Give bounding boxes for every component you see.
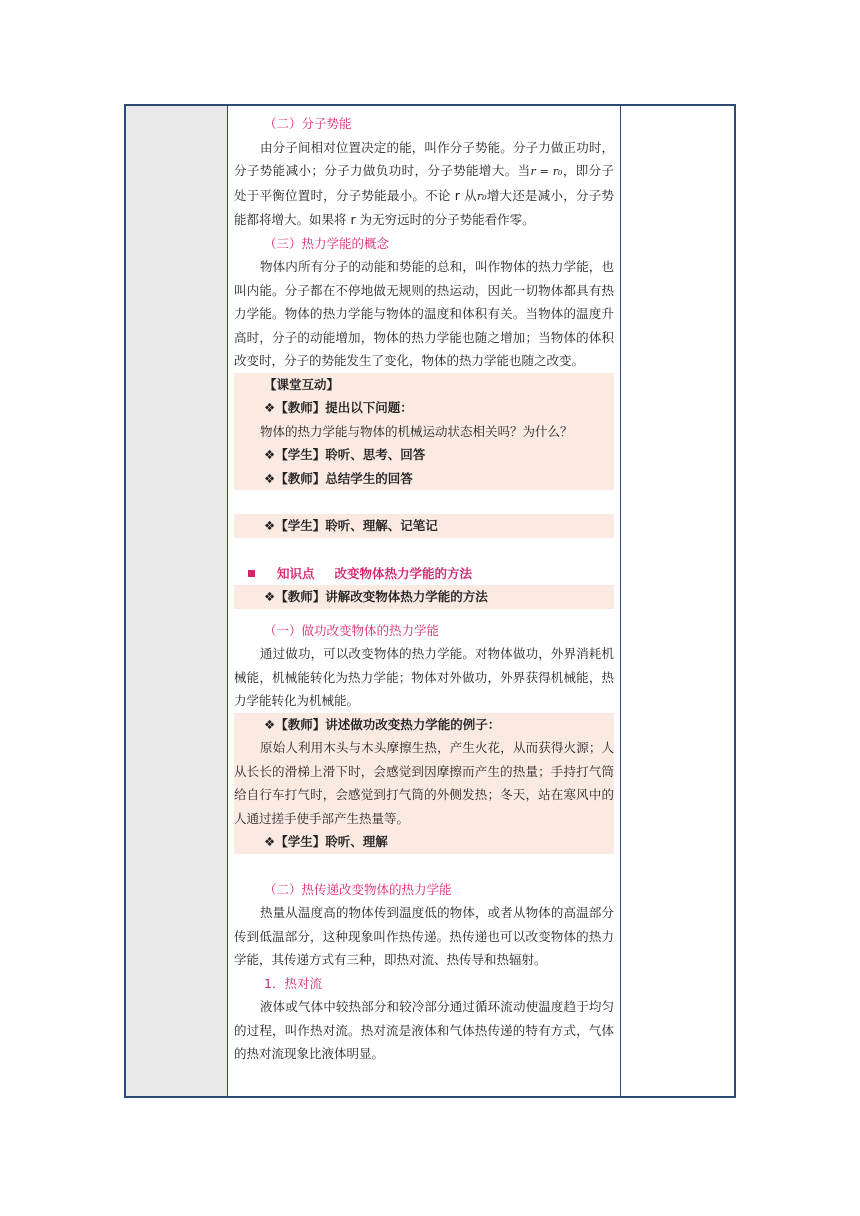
student-notes-block (234, 514, 614, 538)
right-column (620, 106, 734, 1096)
lesson-table (124, 104, 736, 1098)
left-column (126, 106, 228, 1096)
formula-r-equals-r0: r = r₀ (530, 165, 563, 178)
knowledge-teacher: ❖【教师】讲解改变物体热力学能的方法 (264, 589, 488, 604)
heading-convection: 1．热对流 (264, 975, 322, 991)
heading-work: （一）做功改变物体的热力学能 (264, 622, 440, 638)
teacher-example: ❖【教师】讲述做功改变热力学能的例子： (264, 716, 501, 732)
heading-internal-energy-concept: （三）热力学能的概念 (264, 235, 390, 251)
interaction-title: 【课堂互动】 (264, 376, 340, 392)
paragraph-heat-transfer: 热量从温度高的物体传到温度低的物体，或者从物体的高温部分传到低温部分，这种现象叫作热传递。热传递也可以改变物体的热力学能，其传递方式有三种，即热对流、热传导和热辐射。 (234, 905, 614, 967)
paragraph-convection: 液体或气体中较热部分和较冷部分通过循环流动使温度趋于均匀的过程，叫作热对流。热对流是液体和气体热传递的特有方式，气体的热对流现象比液体明显。 (234, 999, 614, 1061)
student-notes: ❖【学生】聆听、理解、记笔记 (264, 518, 438, 533)
work-example-block (234, 713, 614, 854)
formula-r0: r₀ (476, 189, 487, 203)
interaction-block (234, 373, 614, 491)
heading-heat-transfer: （二）热传递改变物体的热力学能 (264, 881, 452, 897)
student-understand: ❖【学生】聆听、理解 (264, 834, 388, 849)
student-answer: ❖【学生】聆听、思考、回答 (264, 447, 426, 462)
knowledge-point-label: 知识点 (277, 565, 315, 581)
question-text: 物体的热力学能与物体的机械运动状态相关吗？为什么？ (260, 423, 573, 439)
knowledge-point (234, 562, 614, 586)
paragraph-molecular-potential: 由分子间相对位置决定的能，叫作分子势能。分子力做正功时，分子势能减小；分子力做负功时，分子势能增大。当r = r₀，即分子处于平衡位置时，分子势能最小。不论 r 从r₀增大还是减小，分子势能都将增大。如果将 r 为无穷远时的分子势能看作零。 (234, 139, 614, 227)
paragraph-internal-energy-concept: 物体内所有分子的动能和势能的总和，叫作物体的热力学能，也叫内能。分子都在不停地做无规则的热运动，因此一切物体都具有热力学能。物体的热力学能与物体的温度和体积有关。当物体的温度升高时，分子的动能增加，物体的热力学能也随之增加；当物体的体积改变时，分子的势能发生了变化，物体的热力学能也随之改变。 (234, 259, 614, 368)
knowledge-teacher-block (234, 585, 614, 609)
heading-molecular-potential: （二）分子势能 (264, 116, 352, 131)
main-content (234, 112, 614, 1066)
teacher-summary: ❖【教师】总结学生的回答 (264, 470, 413, 486)
knowledge-point-title: 改变物体热力学能的方法 (334, 565, 473, 581)
example-text: 原始人利用木头与木头摩擦生热，产生火花，从而获得火源；人从长长的滑梯上滑下时，会感觉到因摩擦而产生的热量；手持打气筒给自行车打气时，会感觉到打气筒的外侧发热；冬天，站在寒风中的人通过搓手使手部产生热量等。 (234, 740, 614, 826)
paragraph-work: 通过做功，可以改变物体的热力学能。对物体做功，外界消耗机械能，机械能转化为热力学能；物体对外做功，外界获得机械能，热力学能转化为机械能。 (234, 646, 614, 708)
square-bullet-icon (248, 570, 255, 577)
teacher-question: ❖【教师】提出以下问题： (264, 400, 413, 415)
